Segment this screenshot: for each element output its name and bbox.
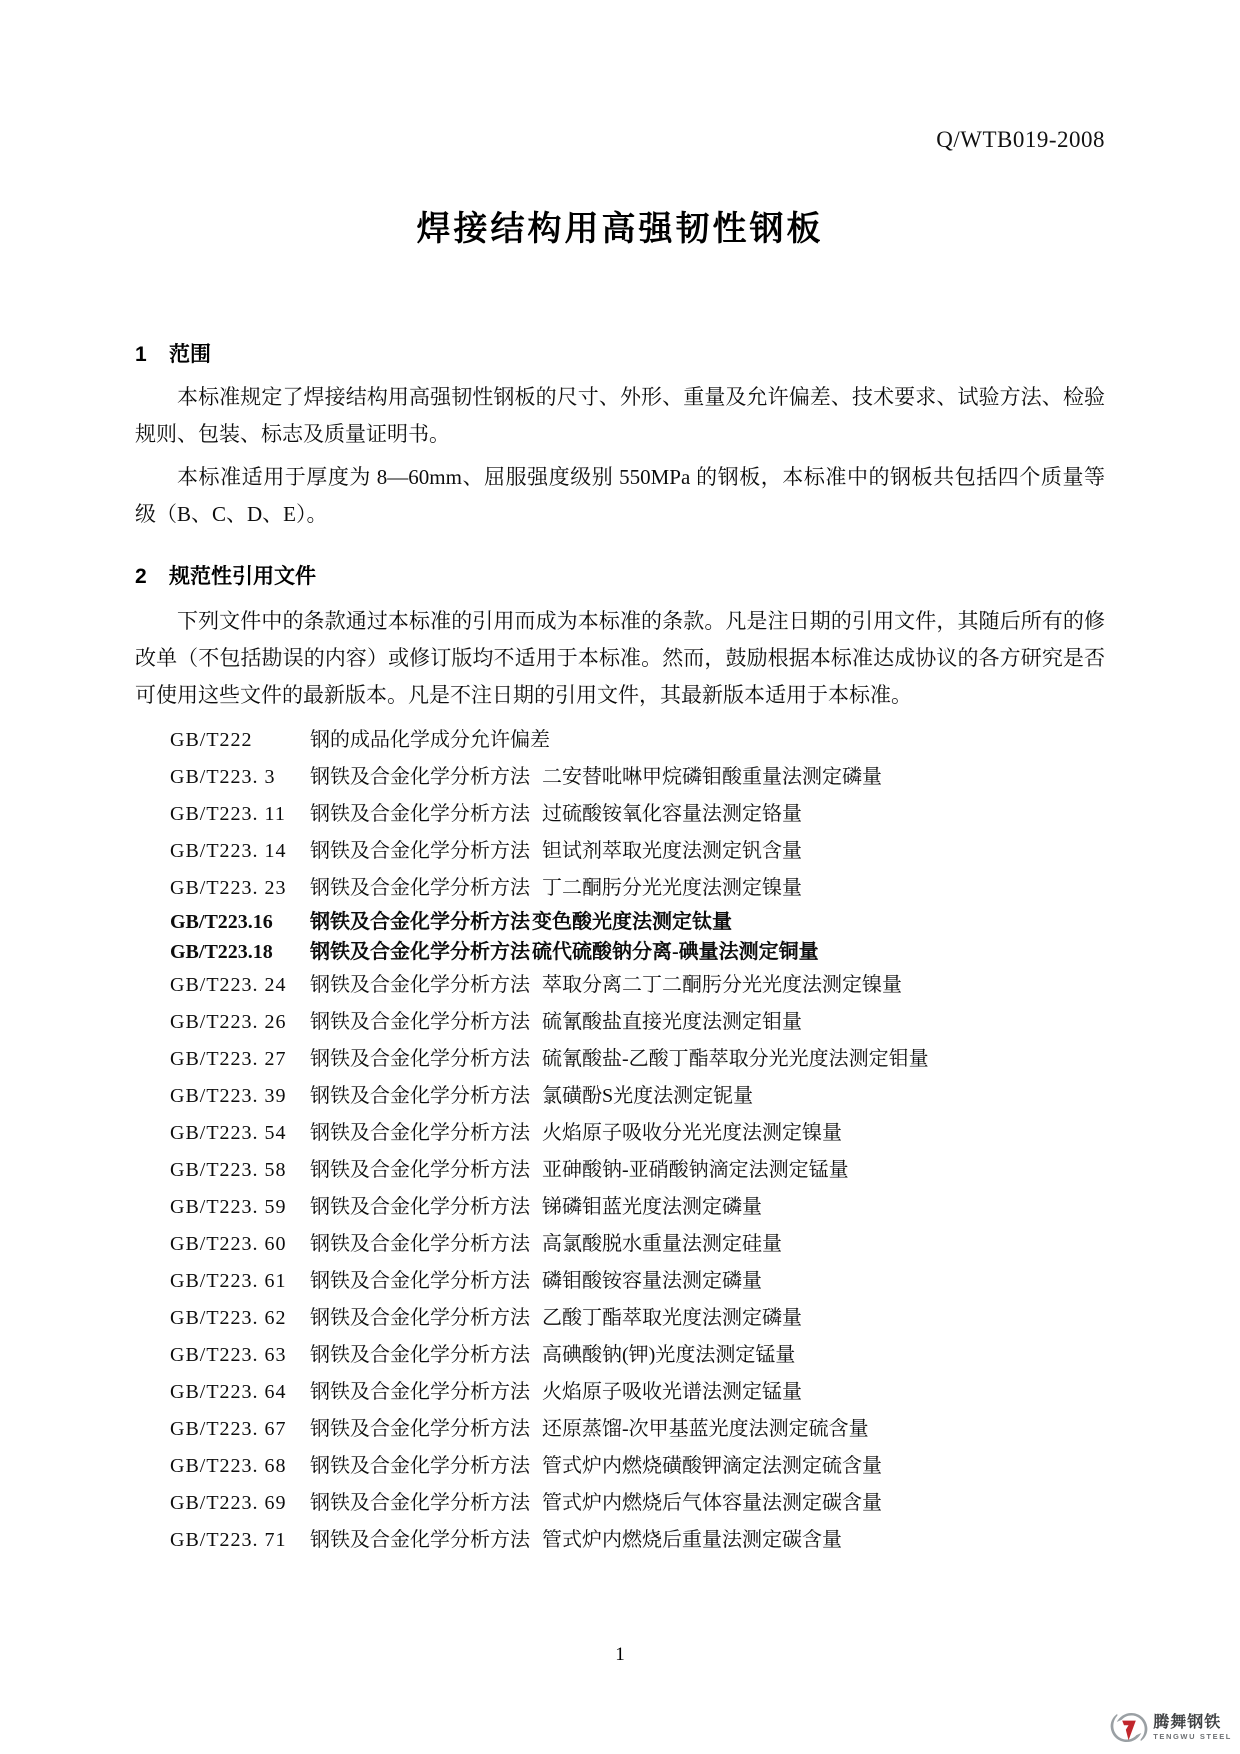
reference-code: GB/T223. 27 — [170, 1048, 287, 1070]
reference-description: 高氯酸脱水重量法测定硅量 — [542, 1233, 782, 1255]
reference-method: 钢铁及合金化学分析方法 — [310, 1085, 530, 1107]
reference-row — [135, 1300, 1105, 1337]
reference-row — [135, 1115, 1105, 1152]
reference-description: 还原蒸馏-次甲基蓝光度法测定硫含量 — [542, 1418, 869, 1440]
reference-row — [135, 1522, 1105, 1559]
section-1-label: 范围 — [169, 343, 211, 366]
reference-description: 高碘酸钠(钾)光度法测定锰量 — [542, 1344, 796, 1366]
reference-code: GB/T223.18 — [170, 941, 273, 963]
reference-method: 钢铁及合金化学分析方法 — [310, 803, 530, 825]
reference-row — [135, 1004, 1105, 1041]
reference-method: 钢铁及合金化学分析方法 — [310, 1270, 530, 1292]
reference-method: 钢铁及合金化学分析方法 — [310, 1048, 530, 1070]
reference-row — [135, 1263, 1105, 1300]
logo-chinese-name: 腾舞钢铁 — [1153, 1713, 1222, 1731]
reference-description: 硫氰酸盐直接光度法测定钼量 — [542, 1011, 802, 1033]
reference-row — [135, 796, 1105, 833]
reference-code: GB/T223. 54 — [170, 1122, 287, 1144]
reference-row — [135, 1411, 1105, 1448]
reference-row — [135, 722, 1105, 759]
reference-row — [135, 1041, 1105, 1078]
reference-method: 钢铁及合金化学分析方法 — [310, 1307, 530, 1329]
reference-method: 钢铁及合金化学分析方法 — [310, 877, 530, 899]
reference-method: 钢铁及合金化学分析方法 — [310, 974, 530, 996]
reference-row — [135, 907, 1105, 937]
reference-description: 二安替吡啉甲烷磷钼酸重量法测定磷量 — [542, 766, 882, 788]
reference-code: GB/T223. 39 — [170, 1085, 287, 1107]
section-2-paragraph-1: 下列文件中的条款通过本标准的引用而成为本标准的条款。凡是注日期的引用文件，其随后所有的修改单（不包括勘误的内容）或修订版均不适用于本标准。然而，鼓励根据本标准达成协议的各方研究是否可使用这些文件的最新版本。凡是不注日期的引用文件，其最新版本适用于本标准。 — [135, 609, 1105, 707]
reference-method: 钢铁及合金化学分析方法 — [310, 1159, 530, 1181]
reference-row — [135, 759, 1105, 796]
reference-code: GB/T222 — [170, 729, 253, 751]
reference-description: 火焰原子吸收光谱法测定锰量 — [542, 1381, 802, 1403]
reference-description: 亚砷酸钠-亚硝酸钠滴定法测定锰量 — [542, 1159, 849, 1181]
reference-code: GB/T223. 23 — [170, 877, 287, 899]
reference-code: GB/T223. 71 — [170, 1529, 287, 1551]
reference-method: 钢铁及合金化学分析方法 — [310, 1196, 530, 1218]
reference-method: 钢铁及合金化学分析方法 — [310, 1381, 530, 1403]
reference-method: 钢的成品化学成分允许偏差 — [310, 729, 550, 751]
reference-description: 硫氰酸盐-乙酸丁酯萃取分光光度法测定钼量 — [542, 1048, 929, 1070]
reference-method: 钢铁及合金化学分析方法 — [310, 1122, 530, 1144]
reference-row — [135, 1078, 1105, 1115]
reference-code: GB/T223. 64 — [170, 1381, 287, 1403]
reference-description: 磷钼酸铵容量法测定磷量 — [542, 1270, 762, 1292]
reference-code: GB/T223. 14 — [170, 840, 287, 862]
reference-method: 钢铁及合金化学分析方法 — [310, 1233, 530, 1255]
reference-row — [135, 937, 1105, 967]
logo-english-name: TENGWU STEEL — [1153, 1731, 1232, 1741]
reference-code: GB/T223. 26 — [170, 1011, 287, 1033]
reference-description: 丁二酮肟分光光度法测定镍量 — [542, 877, 802, 899]
section-2-label: 规范性引用文件 — [169, 565, 316, 588]
reference-description: 萃取分离二丁二酮肟分光光度法测定镍量 — [542, 974, 902, 996]
reference-method: 钢铁及合金化学分析方法 — [310, 1011, 530, 1033]
section-2-heading — [135, 563, 1105, 591]
reference-code: GB/T223. 68 — [170, 1455, 287, 1477]
reference-description: 管式炉内燃烧磺酸钾滴定法测定硫含量 — [542, 1455, 882, 1477]
reference-code: GB/T223. 24 — [170, 974, 287, 996]
reference-row — [135, 833, 1105, 870]
reference-description: 管式炉内燃烧后重量法测定碳含量 — [542, 1529, 842, 1551]
reference-description: 火焰原子吸收分光光度法测定镍量 — [542, 1122, 842, 1144]
reference-method: 钢铁及合金化学分析方法 — [310, 1344, 530, 1366]
reference-method: 钢铁及合金化学分析方法 — [310, 840, 530, 862]
reference-code: GB/T223. 60 — [170, 1233, 287, 1255]
reference-method: 钢铁及合金化学分析方法 — [310, 941, 530, 963]
section-1-heading — [135, 341, 1105, 369]
reference-row — [135, 1337, 1105, 1374]
tengwu-steel-logo-icon — [1109, 1709, 1149, 1746]
reference-code: GB/T223. 59 — [170, 1196, 287, 1218]
reference-code: GB/T223. 3 — [170, 766, 276, 788]
reference-row — [135, 1485, 1105, 1522]
reference-code: GB/T223. 69 — [170, 1492, 287, 1514]
reference-description: 管式炉内燃烧后气体容量法测定碳含量 — [542, 1492, 882, 1514]
reference-method: 钢铁及合金化学分析方法 — [310, 1455, 530, 1477]
reference-method: 钢铁及合金化学分析方法 — [310, 766, 530, 788]
reference-description: 氯磺酚S光度法测定铌量 — [542, 1085, 754, 1107]
reference-row — [135, 967, 1105, 1004]
header-doc-number: Q/WTB019-2008 — [936, 127, 1105, 152]
section-1-paragraph-1: 本标准规定了焊接结构用高强韧性钢板的尺寸、外形、重量及允许偏差、技术要求、试验方法、检验规则、包装、标志及质量证明书。 — [135, 385, 1105, 446]
reference-description: 硫代硫酸钠分离-碘量法测定铜量 — [532, 941, 819, 963]
reference-code: GB/T223.16 — [170, 911, 273, 933]
footer-logo — [1109, 1709, 1232, 1746]
section-2-number: 2 — [135, 565, 147, 588]
reference-row — [135, 1448, 1105, 1485]
reference-code: GB/T223. 63 — [170, 1344, 287, 1366]
reference-description: 变色酸光度法测定钛量 — [532, 911, 732, 933]
reference-code: GB/T223. 67 — [170, 1418, 287, 1440]
reference-code: GB/T223. 11 — [170, 803, 286, 825]
logo-text — [1153, 1715, 1232, 1741]
reference-description: 乙酸丁酯萃取光度法测定磷量 — [542, 1307, 802, 1329]
reference-row — [135, 1152, 1105, 1189]
section-1-number: 1 — [135, 343, 147, 366]
reference-code: GB/T223. 61 — [170, 1270, 287, 1292]
reference-row — [135, 1374, 1105, 1411]
page-title: 焊接结构用高强韧性钢板 — [416, 210, 824, 248]
reference-description: 钽试剂萃取光度法测定钒含量 — [542, 840, 802, 862]
reference-description: 锑磷钼蓝光度法测定磷量 — [542, 1196, 762, 1218]
reference-method: 钢铁及合金化学分析方法 — [310, 1529, 530, 1551]
page-number: 1 — [615, 1644, 625, 1665]
reference-method: 钢铁及合金化学分析方法 — [310, 1418, 530, 1440]
reference-code: GB/T223. 58 — [170, 1159, 287, 1181]
references-list — [135, 722, 1105, 1559]
reference-description: 过硫酸铵氧化容量法测定铬量 — [542, 803, 802, 825]
reference-code: GB/T223. 62 — [170, 1307, 287, 1329]
reference-method: 钢铁及合金化学分析方法 — [310, 1492, 530, 1514]
reference-row — [135, 1226, 1105, 1263]
reference-method: 钢铁及合金化学分析方法 — [310, 911, 530, 933]
reference-row — [135, 1189, 1105, 1226]
section-1-paragraph-2: 本标准适用于厚度为 8—60mm、屈服强度级别 550MPa 的钢板，本标准中的钢板共包括四个质量等级（B、C、D、E）。 — [135, 465, 1105, 526]
reference-row — [135, 870, 1105, 907]
